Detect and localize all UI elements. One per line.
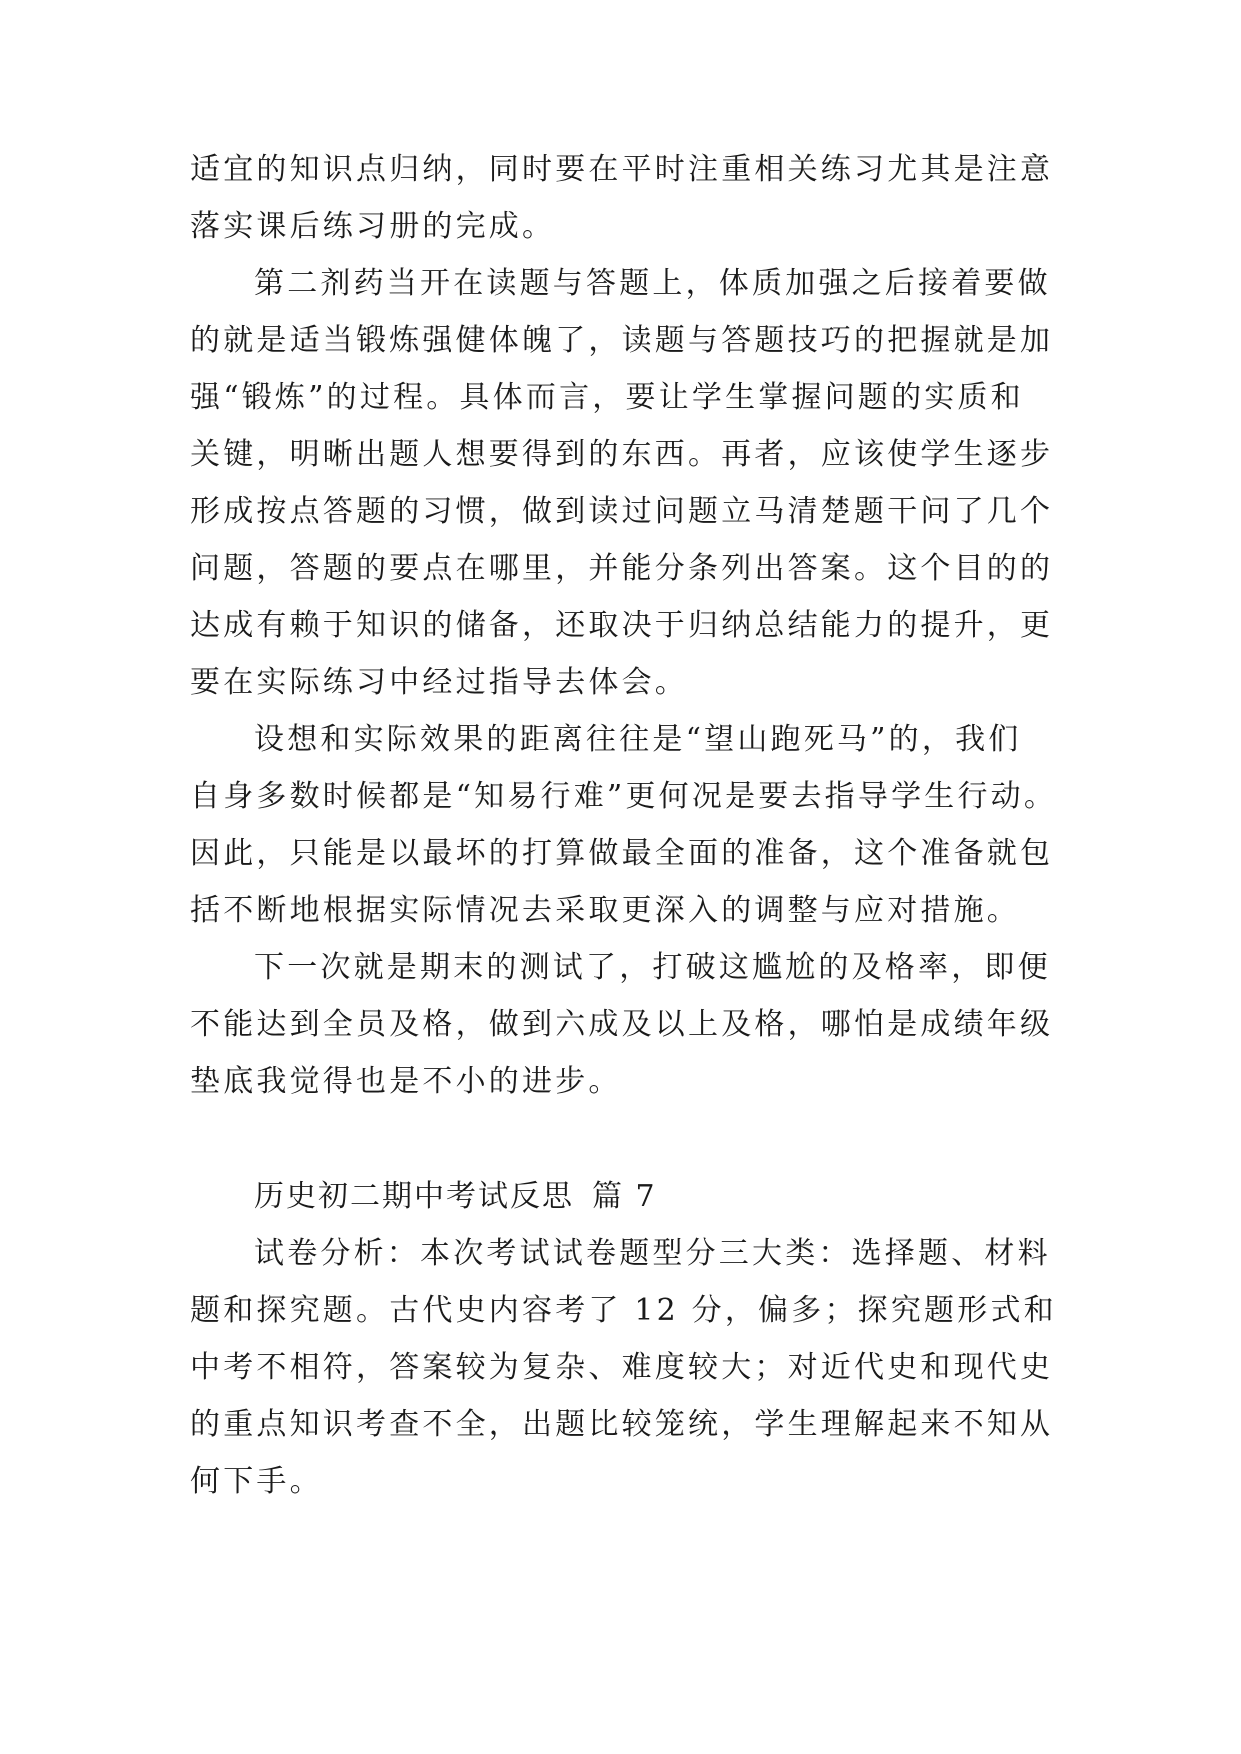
paragraph-line: 问题，答题的要点在哪里，并能分条列出答案。这个目的的 <box>190 551 1054 586</box>
paragraph-line: 第二剂药当开在读题与答题上，体质加强之后接着要做 <box>254 266 1051 301</box>
analysis-line: 试卷分析：本次考试试卷题型分三大类：选择题、材料 <box>254 1236 1051 1271</box>
paragraph-line: 括不断地根据实际情况去采取更深入的调整与应对措施。 <box>190 893 1020 928</box>
paragraph-line: 形成按点答题的习惯，做到读过问题立马清楚题干问了几个 <box>190 494 1054 529</box>
paragraph-line: 要在实际练习中经过指导去体会。 <box>190 665 688 700</box>
section-number: 篇 7 <box>592 1179 657 1214</box>
paragraph-line: 下一次就是期末的测试了，打破这尴尬的及格率，即便 <box>254 950 1051 985</box>
paragraph-line: 垫底我觉得也是不小的进步。 <box>190 1064 622 1099</box>
analysis-line: 中考不相符，答案较为复杂、难度较大；对近代史和现代史 <box>190 1350 1054 1385</box>
paragraph-line: 因此，只能是以最坏的打算做最全面的准备，这个准备就包 <box>190 836 1054 871</box>
paragraph-line: 强“锻炼”的过程。具体而言，要让学生掌握问题的实质和 <box>190 380 1024 415</box>
analysis-line: 的重点知识考查不全，出题比较笼统，学生理解起来不知从 <box>190 1407 1054 1442</box>
analysis-line: 何下手。 <box>190 1464 323 1499</box>
paragraph-line: 适宜的知识点归纳，同时要在平时注重相关练习尤其是注意 <box>190 152 1054 187</box>
paragraph-line: 的就是适当锻炼强健体魄了，读题与答题技巧的把握就是加 <box>190 323 1054 358</box>
section-heading <box>254 1177 657 1217</box>
section-title: 历史初二期中考试反思 <box>254 1179 574 1214</box>
paragraph-line: 自身多数时候都是“知易行难”更何况是要去指导学生行动。 <box>190 779 1058 814</box>
paragraph-line: 落实课后练习册的完成。 <box>190 209 556 244</box>
paragraph-line: 达成有赖于知识的储备，还取决于归纳总结能力的提升，更 <box>190 608 1054 643</box>
paragraph-line: 设想和实际效果的距离往往是“望山跑死马”的，我们 <box>254 722 1022 757</box>
paragraph-line: 关键，明晰出题人想要得到的东西。再者，应该使学生逐步 <box>190 437 1054 472</box>
paragraph-line: 不能达到全员及格，做到六成及以上及格，哪怕是成绩年级 <box>190 1007 1054 1042</box>
analysis-line: 题和探究题。古代史内容考了 12 分，偏多；探究题形式和 <box>190 1293 1057 1328</box>
